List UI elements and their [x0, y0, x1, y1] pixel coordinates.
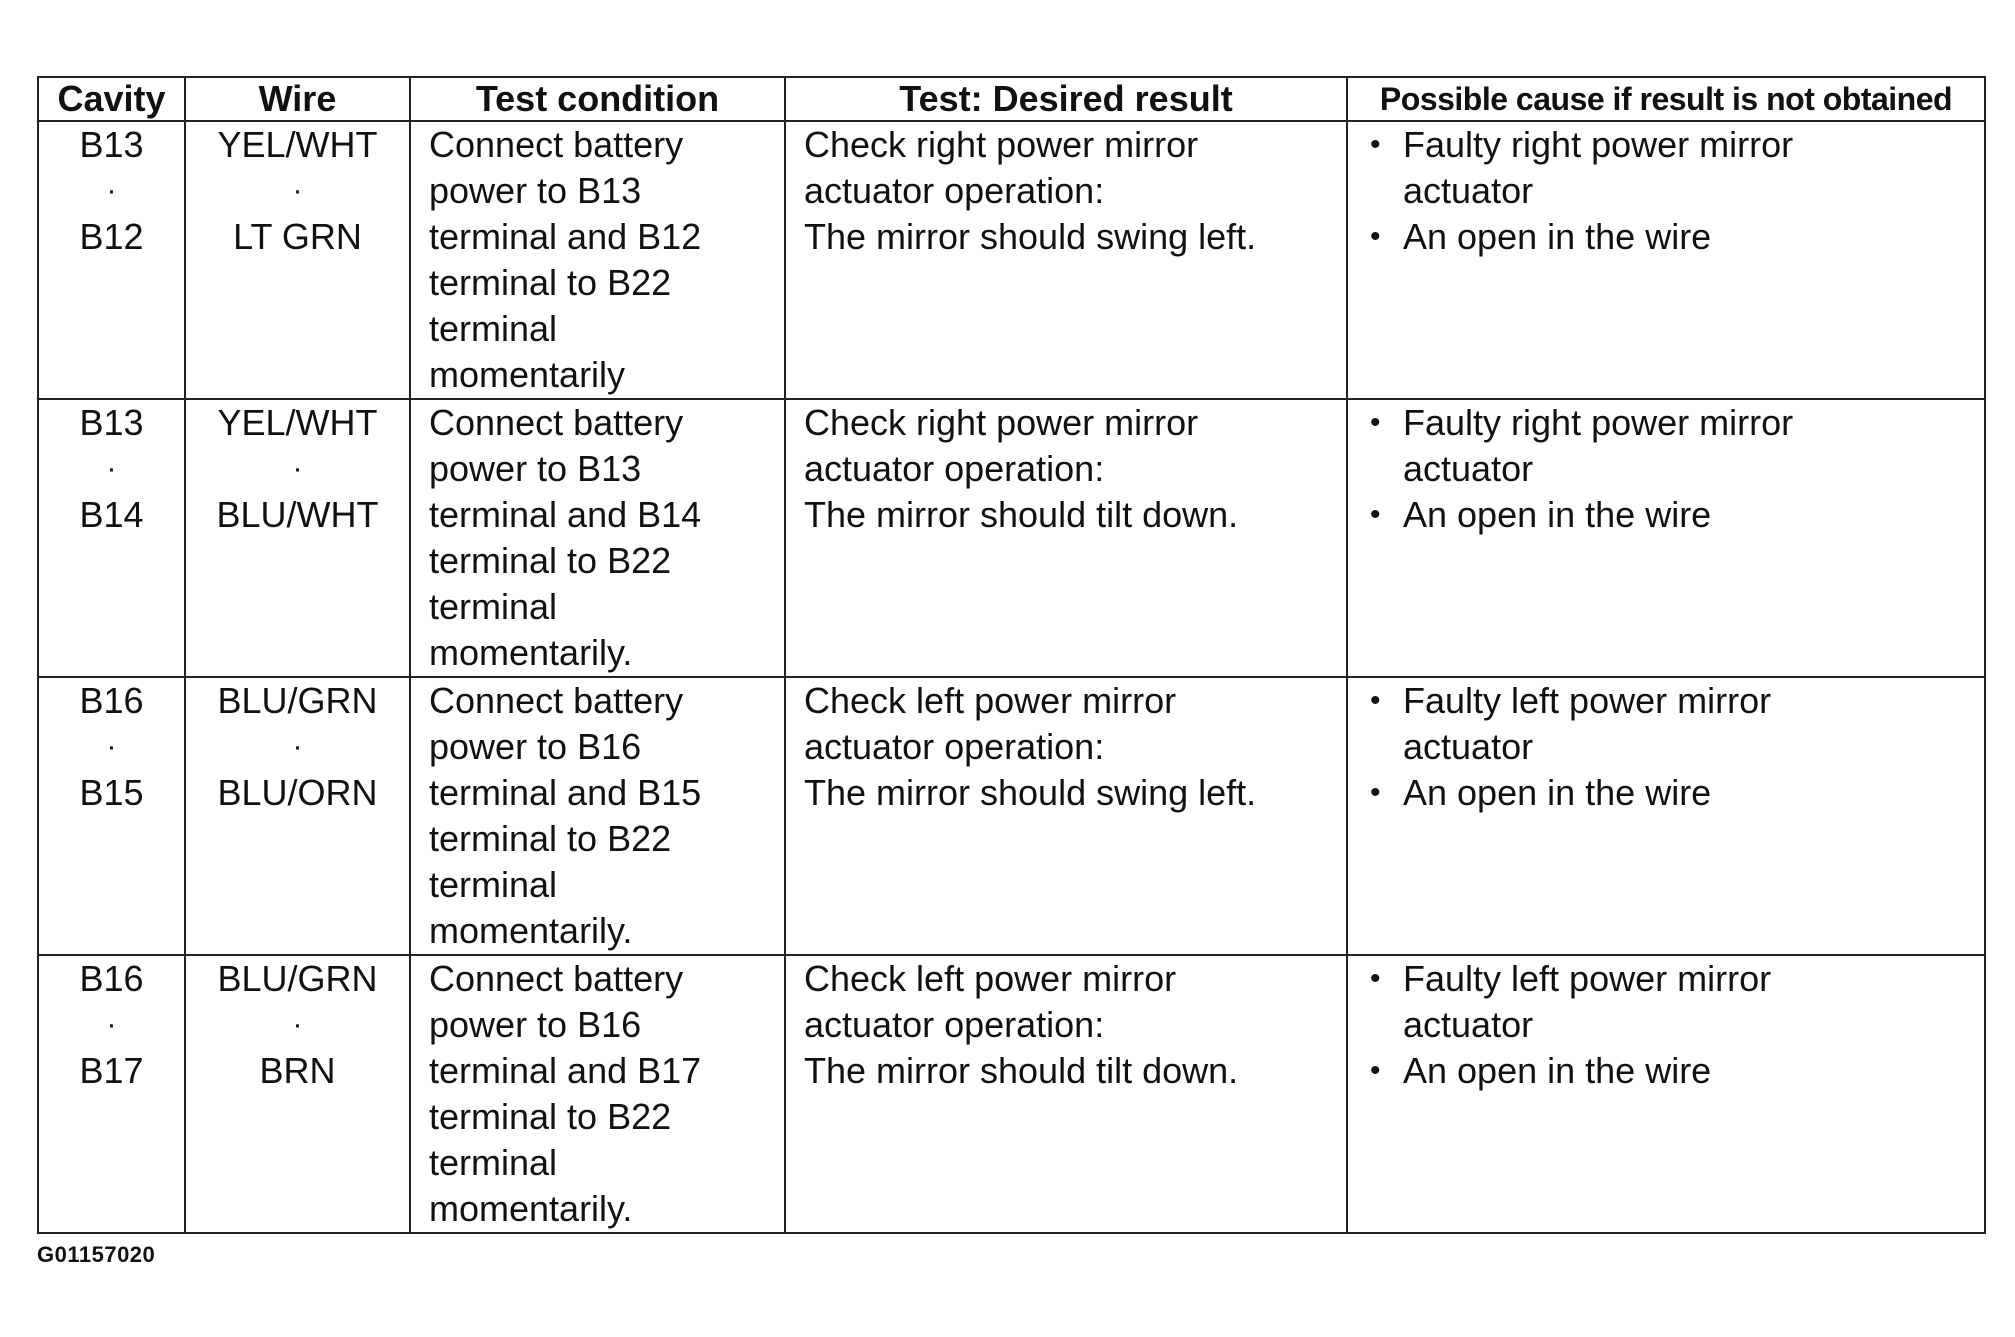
wire-top: YEL/WHT [217, 124, 378, 165]
cavity-separator: · [106, 452, 117, 485]
cause-text-line: actuator [1403, 726, 1534, 767]
header-possible-cause: Possible cause if result is not obtained [1347, 77, 1985, 121]
cause-list-item [1370, 214, 1984, 260]
wire-separator: · [292, 174, 303, 207]
cavity-cell [38, 677, 185, 955]
test-condition-line: terminal and B15 [429, 772, 702, 813]
test-condition-line: momentarily. [429, 632, 633, 673]
table-row [38, 399, 1985, 677]
cavity-top: B16 [79, 958, 144, 999]
cavity-bottom: B12 [79, 216, 144, 257]
desired-result-line: actuator operation: [804, 448, 1105, 489]
header-wire: Wire [185, 77, 410, 121]
test-condition-line: power to B16 [429, 1004, 642, 1045]
test-condition-line: momentarily. [429, 1188, 633, 1229]
cause-list-item [1370, 1048, 1984, 1094]
test-condition-line: terminal [429, 586, 558, 627]
test-condition-line: terminal to B22 [429, 818, 672, 859]
test-condition-line: terminal [429, 308, 558, 349]
cause-text-line: An open in the wire [1403, 1050, 1712, 1091]
desired-result-cell [785, 955, 1347, 1233]
desired-result-line: actuator operation: [804, 726, 1105, 767]
cavity-cell [38, 399, 185, 677]
desired-result-cell [785, 677, 1347, 955]
desired-result-cell [785, 121, 1347, 399]
wire-top: YEL/WHT [217, 402, 378, 443]
cause-text-line: Faulty right power mirror [1403, 124, 1794, 165]
test-condition-line: terminal and B14 [429, 494, 702, 535]
bullet-icon: • [1370, 498, 1381, 531]
bullet-icon: • [1370, 776, 1381, 809]
table-header [38, 77, 1985, 121]
desired-result-line: The mirror should swing left. [804, 216, 1257, 257]
possible-cause-cell [1347, 955, 1985, 1233]
desired-result-line: The mirror should tilt down. [804, 494, 1239, 535]
test-condition-line: power to B13 [429, 170, 642, 211]
desired-result-line: Check left power mirror [804, 680, 1177, 721]
cavity-bottom: B15 [79, 772, 144, 813]
test-condition-line: terminal to B22 [429, 1096, 672, 1137]
table-row [38, 121, 1985, 399]
cavity-bottom: B17 [79, 1050, 144, 1091]
bullet-icon: • [1370, 220, 1381, 253]
wire-bottom: LT GRN [233, 216, 362, 257]
cause-text-line: An open in the wire [1403, 494, 1712, 535]
possible-cause-cell [1347, 399, 1985, 677]
test-condition-line: Connect battery [429, 680, 684, 721]
cause-text-line: Faulty left power mirror [1403, 680, 1772, 721]
cause-text-line: actuator [1403, 170, 1534, 211]
test-condition-cell [410, 121, 785, 399]
cause-list-item [1370, 770, 1984, 816]
bullet-icon: • [1370, 962, 1381, 995]
bullet-icon: • [1370, 1054, 1381, 1087]
wire-cell [185, 677, 410, 955]
table-body [38, 121, 1985, 1233]
test-condition-cell [410, 399, 785, 677]
desired-result-line: The mirror should tilt down. [804, 1050, 1239, 1091]
test-condition-line: momentarily. [429, 910, 633, 951]
test-condition-line: power to B16 [429, 726, 642, 767]
wire-cell [185, 955, 410, 1233]
test-condition-line: terminal and B17 [429, 1050, 702, 1091]
desired-result-line: Check right power mirror [804, 124, 1199, 165]
cause-text-line: actuator [1403, 1004, 1534, 1045]
wire-top: BLU/GRN [217, 680, 378, 721]
wire-bottom: BRN [259, 1050, 336, 1091]
test-condition-cell [410, 955, 785, 1233]
cavity-cell [38, 955, 185, 1233]
cavity-top: B13 [79, 402, 144, 443]
wire-cell [185, 399, 410, 677]
test-condition-line: terminal to B22 [429, 540, 672, 581]
test-condition-line: terminal [429, 1142, 558, 1183]
mirror-test-table [37, 76, 1986, 1234]
cause-list [1348, 122, 1984, 260]
table-row [38, 955, 1985, 1233]
cause-list-item [1370, 492, 1984, 538]
header-test-condition: Test condition [410, 77, 785, 121]
cavity-cell [38, 121, 185, 399]
wire-separator: · [292, 452, 303, 485]
bullet-icon: • [1370, 406, 1381, 439]
test-condition-line: Connect battery [429, 958, 684, 999]
desired-result-line: Check left power mirror [804, 958, 1177, 999]
header-cavity: Cavity [38, 77, 185, 121]
cause-list-item [1370, 400, 1984, 492]
cause-text-line: Faulty right power mirror [1403, 402, 1794, 443]
test-condition-line: Connect battery [429, 402, 684, 443]
wire-separator: · [292, 1008, 303, 1041]
cause-list-item [1370, 122, 1984, 214]
test-condition-line: power to B13 [429, 448, 642, 489]
cause-text-line: An open in the wire [1403, 216, 1712, 257]
desired-result-line: actuator operation: [804, 1004, 1105, 1045]
mirror-test-table-container [37, 76, 1984, 1234]
desired-result-line: actuator operation: [804, 170, 1105, 211]
possible-cause-cell [1347, 677, 1985, 955]
cavity-separator: · [106, 174, 117, 207]
bullet-icon: • [1370, 684, 1381, 717]
header-desired-result: Test: Desired result [785, 77, 1347, 121]
cause-text-line: Faulty left power mirror [1403, 958, 1772, 999]
cavity-bottom: B14 [79, 494, 144, 535]
cavity-top: B16 [79, 680, 144, 721]
table-row [38, 677, 1985, 955]
cause-list [1348, 678, 1984, 816]
bullet-icon: • [1370, 128, 1381, 161]
test-condition-line: terminal to B22 [429, 262, 672, 303]
test-condition-cell [410, 677, 785, 955]
cause-list-item [1370, 956, 1984, 1048]
cause-text-line: An open in the wire [1403, 772, 1712, 813]
desired-result-line: Check right power mirror [804, 402, 1199, 443]
cause-list-item [1370, 678, 1984, 770]
cavity-separator: · [106, 1008, 117, 1041]
header-row [38, 77, 1985, 121]
cause-text-line: actuator [1403, 448, 1534, 489]
test-condition-line: momentarily [429, 354, 626, 395]
cause-list [1348, 400, 1984, 538]
possible-cause-cell [1347, 121, 1985, 399]
cavity-top: B13 [79, 124, 144, 165]
cavity-separator: · [106, 730, 117, 763]
test-condition-line: terminal and B12 [429, 216, 702, 257]
desired-result-cell [785, 399, 1347, 677]
wire-bottom: BLU/WHT [216, 494, 379, 535]
wire-cell [185, 121, 410, 399]
test-condition-line: terminal [429, 864, 558, 905]
cause-list [1348, 956, 1984, 1094]
desired-result-line: The mirror should swing left. [804, 772, 1257, 813]
wire-top: BLU/GRN [217, 958, 378, 999]
wire-separator: · [292, 730, 303, 763]
wire-bottom: BLU/ORN [217, 772, 378, 813]
test-condition-line: Connect battery [429, 124, 684, 165]
figure-code: G01157020 [37, 1242, 156, 1267]
